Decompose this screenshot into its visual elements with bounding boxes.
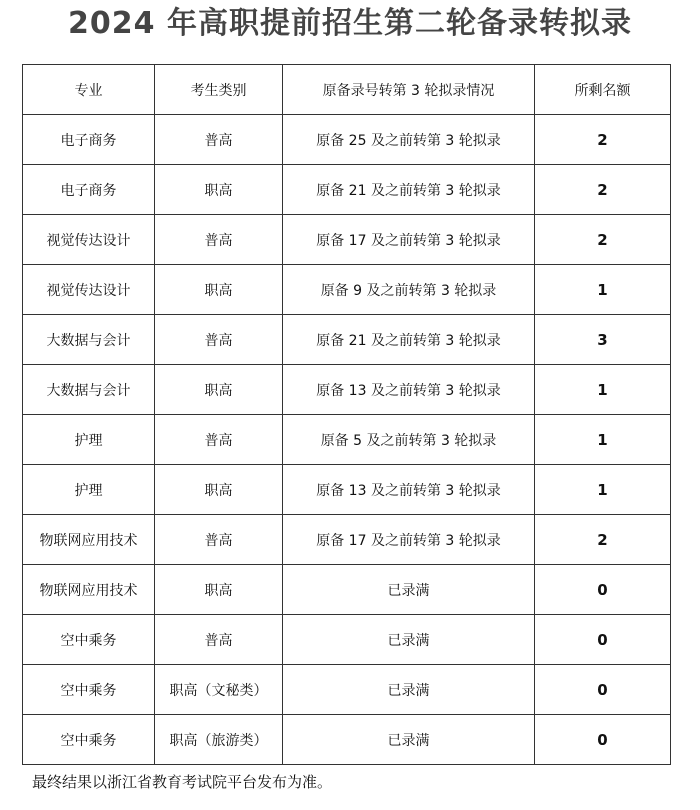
table-row <box>23 665 671 715</box>
cell-major: 护理 <box>23 465 155 515</box>
header-status: 原备录号转第 3 轮拟录情况 <box>283 65 535 115</box>
cell-major: 物联网应用技术 <box>23 515 155 565</box>
cell-major: 电子商务 <box>23 115 155 165</box>
cell-remaining: 2 <box>535 515 671 565</box>
page-title: 2024 年高职提前招生第二轮备录转拟录 <box>68 6 632 41</box>
cell-category: 普高 <box>155 615 283 665</box>
cell-category: 普高 <box>155 415 283 465</box>
table-row <box>23 565 671 615</box>
table-row <box>23 315 671 365</box>
cell-status: 原备 9 及之前转第 3 轮拟录 <box>283 265 535 315</box>
header-category: 考生类别 <box>155 65 283 115</box>
cell-status: 原备 13 及之前转第 3 轮拟录 <box>283 365 535 415</box>
table-row <box>23 265 671 315</box>
cell-major: 电子商务 <box>23 165 155 215</box>
cell-major: 视觉传达设计 <box>23 215 155 265</box>
cell-remaining: 0 <box>535 565 671 615</box>
cell-category: 职高 <box>155 165 283 215</box>
cell-remaining: 2 <box>535 165 671 215</box>
cell-status: 已录满 <box>283 715 535 765</box>
cell-status: 原备 13 及之前转第 3 轮拟录 <box>283 465 535 515</box>
header-major: 专业 <box>23 65 155 115</box>
cell-category: 职高 <box>155 265 283 315</box>
cell-category: 普高 <box>155 115 283 165</box>
cell-status: 已录满 <box>283 565 535 615</box>
table-row <box>23 515 671 565</box>
footer-note: 最终结果以浙江省教育考试院平台发布为准。 <box>32 773 333 791</box>
cell-major: 护理 <box>23 415 155 465</box>
cell-remaining: 0 <box>535 615 671 665</box>
cell-major: 大数据与会计 <box>23 365 155 415</box>
table-row <box>23 415 671 465</box>
cell-category: 职高（旅游类） <box>155 715 283 765</box>
table-row <box>23 165 671 215</box>
table-row <box>23 615 671 665</box>
cell-remaining: 1 <box>535 415 671 465</box>
header-remaining: 所剩名额 <box>535 65 671 115</box>
cell-category: 职高（文秘类） <box>155 665 283 715</box>
cell-status: 原备 17 及之前转第 3 轮拟录 <box>283 215 535 265</box>
cell-remaining: 1 <box>535 465 671 515</box>
cell-status: 原备 21 及之前转第 3 轮拟录 <box>283 315 535 365</box>
cell-major: 空中乘务 <box>23 615 155 665</box>
table-header-row <box>23 65 671 115</box>
table-row <box>23 715 671 765</box>
table-row <box>23 365 671 415</box>
cell-remaining: 1 <box>535 365 671 415</box>
cell-major: 空中乘务 <box>23 715 155 765</box>
cell-remaining: 3 <box>535 315 671 365</box>
cell-status: 已录满 <box>283 615 535 665</box>
cell-category: 职高 <box>155 565 283 615</box>
admission-table <box>22 64 671 765</box>
cell-remaining: 0 <box>535 715 671 765</box>
table-row <box>23 115 671 165</box>
cell-category: 职高 <box>155 465 283 515</box>
table-row <box>23 215 671 265</box>
cell-major: 空中乘务 <box>23 665 155 715</box>
cell-status: 原备 25 及之前转第 3 轮拟录 <box>283 115 535 165</box>
cell-category: 普高 <box>155 515 283 565</box>
cell-remaining: 0 <box>535 665 671 715</box>
cell-category: 普高 <box>155 215 283 265</box>
cell-status: 原备 5 及之前转第 3 轮拟录 <box>283 415 535 465</box>
cell-category: 普高 <box>155 315 283 365</box>
cell-major: 物联网应用技术 <box>23 565 155 615</box>
cell-status: 已录满 <box>283 665 535 715</box>
cell-category: 职高 <box>155 365 283 415</box>
cell-remaining: 2 <box>535 215 671 265</box>
cell-remaining: 1 <box>535 265 671 315</box>
cell-major: 大数据与会计 <box>23 315 155 365</box>
cell-major: 视觉传达设计 <box>23 265 155 315</box>
cell-remaining: 2 <box>535 115 671 165</box>
table-row <box>23 465 671 515</box>
cell-status: 原备 21 及之前转第 3 轮拟录 <box>283 165 535 215</box>
cell-status: 原备 17 及之前转第 3 轮拟录 <box>283 515 535 565</box>
